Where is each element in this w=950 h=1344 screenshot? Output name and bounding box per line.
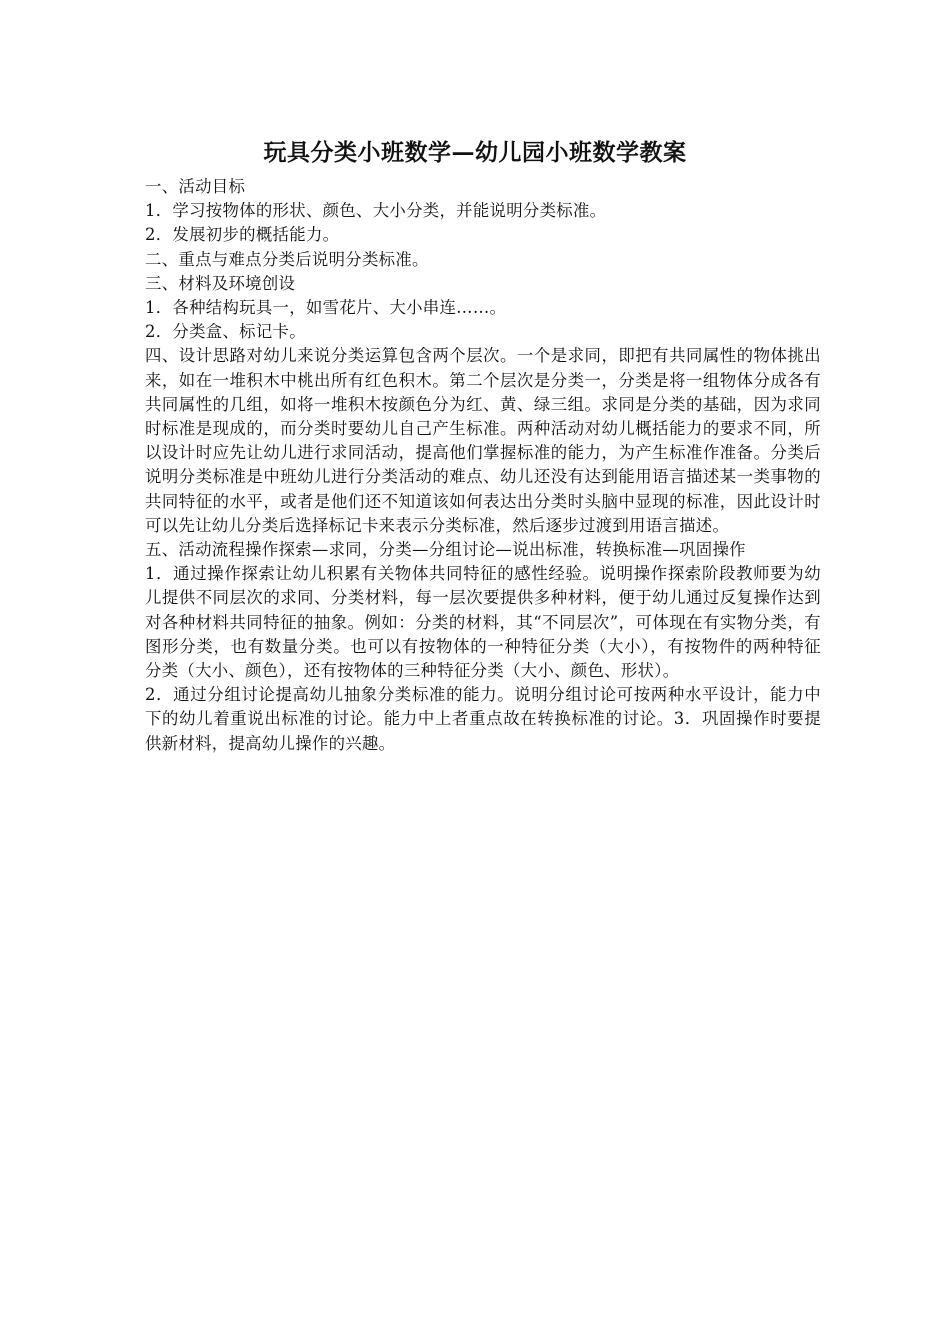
process-step-1: 1．通过操作探索让幼儿积累有关物体共同特征的感性经验。说明操作探索阶段教师要为幼儿提供不同层次的求同、分类材料，每一层次要提供多种材料，便于幼儿通过反复操作达到对各种材料共同特征的抽象。例如：分类的材料，其“不同层次”，可体现在有实物分类，有图形分类，也有数量分类。也可以有按物体的一种特征分类（大小），有按物件的两种特征分类（大小、颜色），还有按物体的三种特征分类（大小、颜色、形状）。 bbox=[145, 564, 821, 681]
goal-item-2: 2．发展初步的概括能力。 bbox=[145, 225, 340, 245]
design-rationale-paragraph: 四、设计思路对幼儿来说分类运算包含两个层次。一个是求同，即把有共同属性的物体挑出来，如在一堆积木中桃出所有红色积木。第二个层次是分类一，分类是将一组物体分成各有共同属性的几组，如将一堆积木按颜色分为红、黄、绿三组。求同是分类的基础，因为求同时标准是现成的，而分类时要幼儿自己产生标准。两种活动对幼儿概括能力的要求不同，所以设计时应先让幼儿进行求同活动，提高他们掌握标准的能力，为产生标准作准备。分类后说明分类标准是中班幼儿进行分类活动的难点、幼儿还没有达到能用语言描述某一类事物的共同特征的水平，或者是他们还不知道该如何表达出分类时头脑中显现的标准，因此设计时可以先让幼儿分类后选择标记卡来表示分类标准，然后逐步过渡到用语言描述。 bbox=[145, 346, 821, 535]
section-heading-goals: 一、活动目标 bbox=[145, 177, 246, 196]
section-heading-materials: 三、材料及环境创设 bbox=[145, 273, 296, 293]
document-body bbox=[145, 175, 821, 756]
material-item-1: 1．各种结构玩具一，如雪花片、大小串连……。 bbox=[145, 298, 507, 318]
section-heading-key-points: 二、重点与难点分类后说明分类标准。 bbox=[145, 249, 429, 269]
material-item-2: 2．分类盒、标记卡。 bbox=[145, 322, 306, 342]
goal-item-1: 1．学习按物体的形状、颜色、大小分类，并能说明分类标准。 bbox=[145, 201, 607, 221]
section-heading-process: 五、活动流程操作探索—求同，分类—分组讨论—说出标准，转换标准—巩固操作 bbox=[145, 540, 746, 560]
process-step-2-3: 2．通过分组讨论提高幼儿抽象分类标准的能力。说明分组讨论可按两种水平设计，能力中下的幼儿着重说出标准的讨论。能力中上者重点故在转换标准的讨论。3．巩固操作时要提供新材料，提高幼儿操作的兴趣。 bbox=[145, 685, 821, 753]
document-title: 玩具分类小班数学—幼儿园小班数学教案 bbox=[263, 139, 687, 166]
